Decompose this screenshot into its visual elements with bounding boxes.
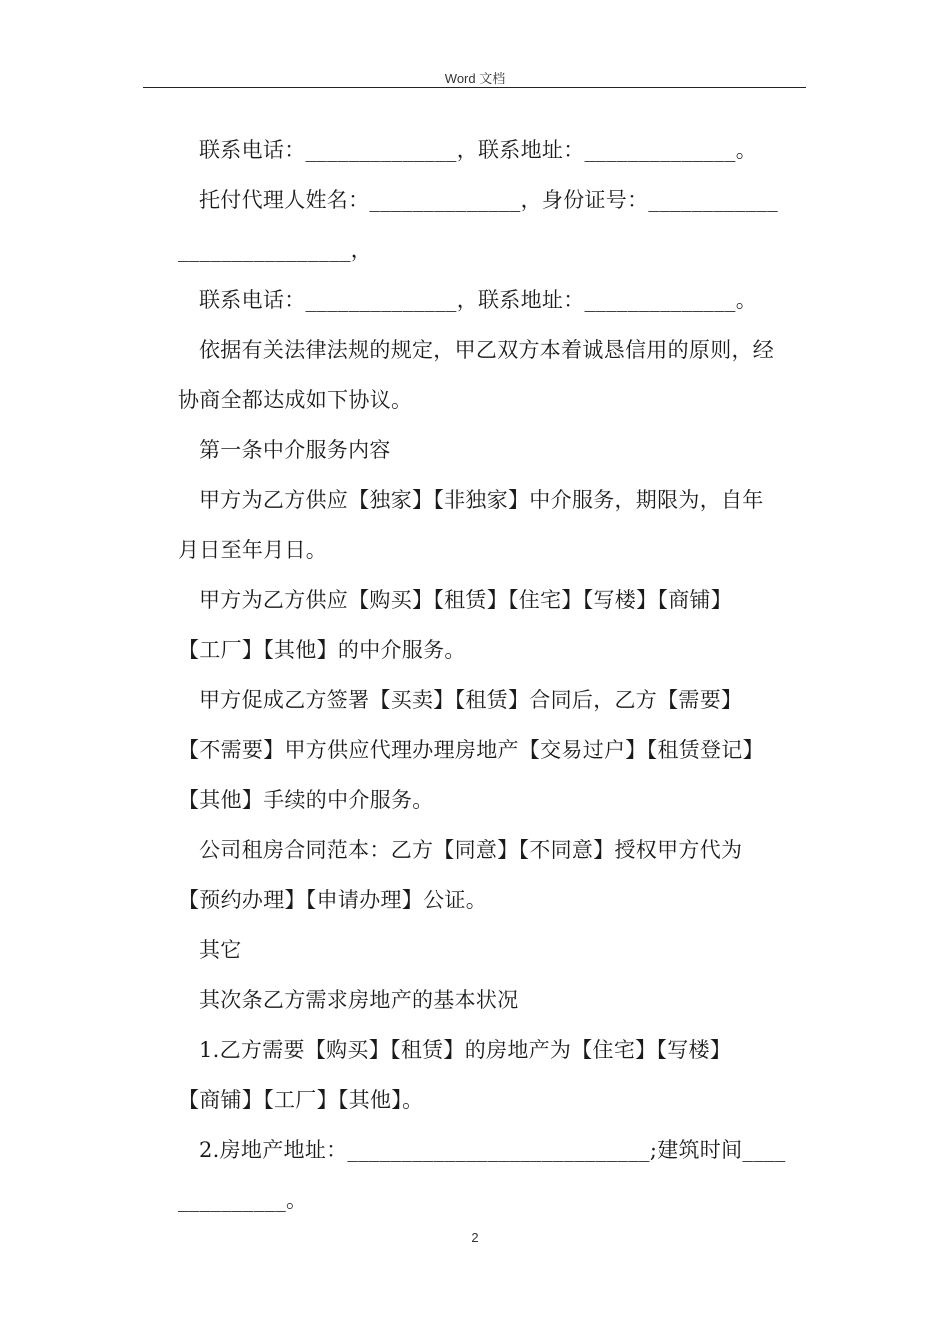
- paragraph-line: 甲方为乙方供应【独家】【非独家】中介服务，期限为，自年: [199, 488, 764, 512]
- document-body: [178, 125, 802, 1225]
- paragraph-line: 【不需要】甲方供应代理办理房地产【交易过户】【租赁登记】: [178, 738, 764, 762]
- section-heading: 第一条中介服务内容: [199, 438, 391, 462]
- paragraph-line: 联系电话：______________，联系地址：______________。: [199, 138, 757, 162]
- paragraph-line: 【其他】手续的中介服务。: [178, 788, 434, 812]
- header-title: Word 文档: [444, 71, 506, 86]
- paragraph-line: 协商全都达成如下协议。: [178, 388, 413, 412]
- paragraph-line: __________。: [178, 1188, 308, 1212]
- paragraph-line: 1.乙方需要【购买】【租赁】的房地产为【住宅】【写楼】: [199, 1038, 732, 1062]
- paragraph-line: 甲方为乙方供应【购买】【租赁】【住宅】【写楼】【商铺】: [199, 588, 733, 612]
- paragraph-line: 依据有关法律法规的规定，甲乙双方本着诚恳信用的原则，经: [199, 338, 775, 362]
- paragraph-line: 公司租房合同范本：乙方【同意】【不同意】授权甲方代为: [199, 838, 743, 862]
- paragraph-line: 【商铺】【工厂】【其他】。: [178, 1088, 424, 1112]
- paragraph-line: 2.房地产地址：____________________________;建筑时间____: [199, 1138, 786, 1162]
- page-number: 2: [471, 1230, 479, 1245]
- paragraph-line: 甲方促成乙方签署【买卖】【租赁】合同后，乙方【需要】: [199, 688, 743, 712]
- section-heading: 其次条乙方需求房地产的基本状况: [199, 988, 519, 1012]
- paragraph-line: 联系电话：______________，联系地址：______________。: [199, 288, 757, 312]
- paragraph-line: ________________，: [178, 238, 373, 262]
- paragraph-line: 托付代理人姓名：______________，身份证号：____________: [199, 188, 778, 212]
- paragraph-line: 【预约办理】【申请办理】公证。: [178, 888, 487, 912]
- section-heading: 其它: [199, 938, 242, 962]
- header-divider: [143, 87, 806, 88]
- paragraph-line: 月日至年月日。: [178, 538, 328, 562]
- paragraph-line: 【工厂】【其他】的中介服务。: [178, 638, 466, 662]
